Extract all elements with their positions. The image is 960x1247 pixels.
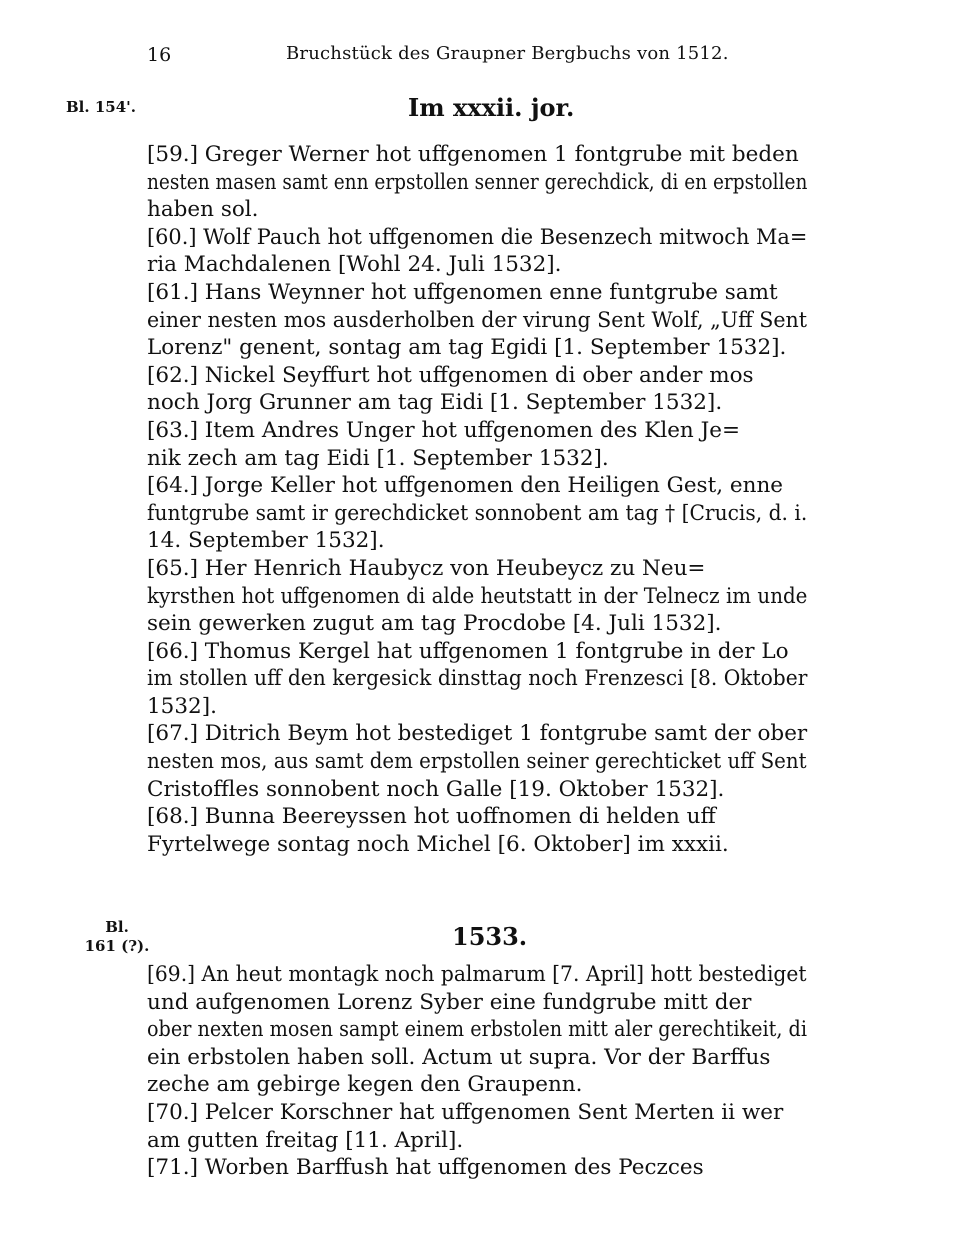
entry-65 [147,555,807,638]
entry-line: [70.] Pelcer Korschner hat uffgenomen Sent Merten ii wer [147,1099,784,1125]
entry-69 [147,961,807,1099]
entry-59 [147,141,807,224]
entry-line: 1532]. [147,693,217,719]
entry-64 [147,472,807,555]
entry-line: zeche am gebirge kegen den Graupenn. [147,1072,583,1098]
entry-line: nesten masen samt enn erpstollen senner gerechdick, di en erpstollen [147,169,808,195]
entry-66 [147,638,807,721]
entry-line: haben sol. [147,197,259,223]
entry-line: [69.] An heut montagk noch palmarum [7. April] hott bestediget [147,962,807,987]
margin-note-line: 161 (?). [84,937,150,955]
entry-line: 14. September 1532]. [147,528,385,554]
entry-line: [61.] Hans Weynner hot uffgenomen enne funtgrube samt [147,279,778,305]
entry-70 [147,1099,807,1154]
page-number: 16 [147,44,172,66]
entry-line: Lorenz" genent, sontag am tag Egidi [1. September 1532]. [147,335,787,361]
entry-61 [147,279,807,362]
entry-line: [71.] Worben Barffush hat uffgenomen des Peczces [147,1155,704,1181]
entries-block-1533 [147,961,807,1182]
entry-62 [147,362,807,417]
entry-line: einer nesten mos ausderholben der virung Sent Wolf, „Uff Sent [147,307,808,333]
entry-line: [64.] Jorge Keller hot uffgenomen den Heiligen Gest, enne [147,473,784,499]
margin-note-line: Bl. [105,918,129,936]
entry-line: Cristoffles sonnobent noch Galle [19. Oktober 1532]. [147,776,725,802]
entry-line: funtgrube samt ir gerechdicket sonnobent am tag † [Crucis, d. i. [147,500,808,526]
entry-line: Fyrtelwege sontag noch Michel [6. Oktober] im xxxii. [147,831,729,857]
entry-line: ein erbstolen haben soll. Actum ut supra. Vor der Barffus [147,1044,771,1070]
entry-line: [65.] Her Henrich Haubycz von Heubeycz zu Neu= [147,555,706,581]
entry-line: [62.] Nickel Seyffurt hot uffgenomen di ober ander mos [147,362,754,388]
entry-line: im stollen uff den kergesick dinsttag noch Frenzesci [8. Oktober [147,666,808,692]
entry-line: [59.] Greger Werner hot uffgenomen 1 fontgrube mit beden [147,142,799,167]
entry-60 [147,224,807,279]
entry-line: sein gewerken zugut am tag Procdobe [4. Juli 1532]. [147,611,722,637]
entry-line: nik zech am tag Eidi [1. September 1532]. [147,445,609,471]
entry-line: [67.] Ditrich Beym hot bestediget 1 fontgrube samt der ober [147,721,808,747]
entry-line: [66.] Thomus Kergel hat uffgenomen 1 fontgrube in der Lo [147,638,789,664]
margin-note-folio-161 [82,918,152,956]
entry-68 [147,803,807,858]
entry-line: ria Machdalenen [Wohl 24. Juli 1532]. [147,252,562,278]
running-title: Bruchstück des Graupner Bergbuchs von 1512. [286,43,729,64]
entry-line: ober nexten mosen sampt einem erbstolen mitt aler gerechtikeit, di [147,1017,807,1043]
section-heading-1533: 1533. [452,922,528,951]
entry-line: am gutten freitag [11. April]. [147,1127,464,1153]
entry-line: [68.] Bunna Beereyssen hot uoffnomen di helden uff [147,804,716,830]
entry-63 [147,417,807,472]
entry-line: [63.] Item Andres Unger hot uffgenomen des Klen Je= [147,417,740,443]
entry-line: kyrsthen hot uffgenomen di alde heutstatt in der Telnecz im unde [147,583,808,609]
entry-line: noch Jorg Grunner am tag Eidi [1. September 1532]. [147,390,723,416]
entry-line: und aufgenomen Lorenz Syber eine fundgrube mitt der [147,989,752,1015]
section-heading-1532: Im xxxii. jor. [408,93,575,122]
margin-note-folio-154: Bl. 154'. [66,98,136,116]
entry-line: [60.] Wolf Pauch hot uffgenomen die Besenzech mitwoch Ma= [147,224,808,250]
entry-67 [147,720,807,803]
entry-71 [147,1154,807,1182]
entry-line: nesten mos, aus samt dem erpstollen seiner gerechticket uff Sent [147,749,807,775]
entries-block-1532 [147,141,807,858]
